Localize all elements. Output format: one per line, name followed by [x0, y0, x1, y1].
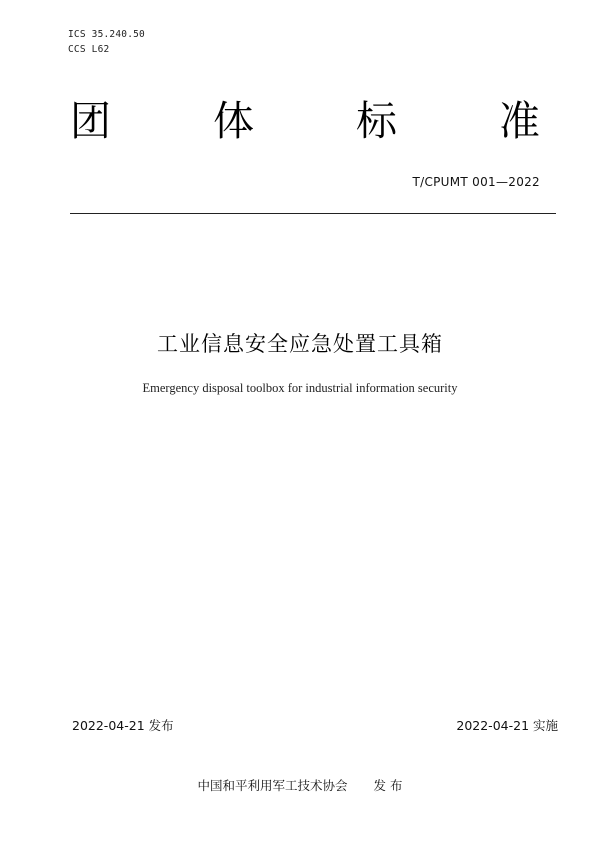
document-title-chinese: 工业信息安全应急处置工具箱: [157, 332, 443, 356]
classification-codes: [68, 27, 145, 57]
issuing-organization-line: [0, 776, 600, 794]
publish-date: 2022-04-21 发布: [72, 718, 174, 733]
document-title-english: Emergency disposal toolbox for industrial information security: [142, 381, 458, 395]
ccs-code: CCS L62: [68, 44, 110, 55]
standard-type-char: 团: [70, 97, 111, 145]
effective-date: 2022-04-21 实施: [456, 718, 558, 733]
ics-code: ICS 35.240.50: [68, 29, 145, 40]
standard-type-title: [70, 96, 540, 146]
standard-type-char: 标: [356, 97, 397, 145]
issue-label: 发 布: [373, 778, 403, 793]
standard-type-char: 体: [213, 97, 254, 145]
standard-number: T/CPUMT 001—2022: [412, 175, 540, 189]
issuing-organization: 中国和平利用军工技术协会: [197, 778, 348, 793]
header-divider: [70, 213, 556, 214]
standard-type-char: 准: [499, 97, 540, 145]
